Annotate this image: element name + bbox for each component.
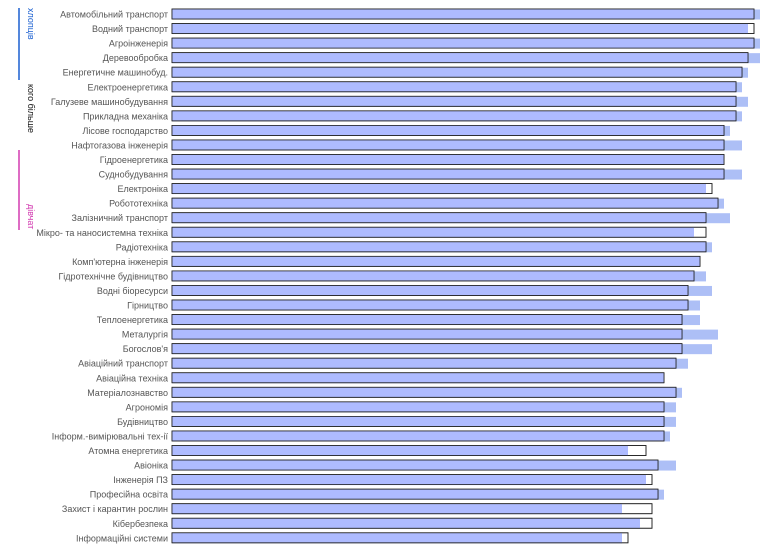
category-label: Лісове господарство [82, 125, 168, 136]
girls-label: дівчат [26, 204, 36, 230]
category-label: Прикладна механіка [82, 111, 168, 122]
bar-primary [172, 271, 694, 281]
bar-primary [172, 9, 754, 19]
bar-primary [172, 431, 664, 441]
category-label: Радіотехніка [115, 242, 168, 253]
bar-primary [172, 358, 676, 368]
category-label: Авіаційна техніка [96, 373, 168, 384]
category-label: Атомна енергетика [88, 446, 168, 456]
bar-primary [172, 242, 706, 252]
bar-primary [172, 475, 646, 485]
bar-primary [172, 125, 724, 135]
bar-primary [172, 227, 694, 237]
bar-primary [172, 96, 736, 106]
bar-primary [172, 446, 628, 456]
category-label: Захист і карантин рослин [61, 504, 168, 515]
category-label: Залізничний транспорт [71, 213, 168, 224]
side-legend [19, 8, 36, 230]
category-label: Інженерія ПЗ [113, 475, 168, 486]
bar-primary [172, 67, 742, 77]
category-label: Енергетичне машинобуд. [62, 67, 168, 78]
bar-primary [172, 169, 724, 179]
bar-primary [172, 213, 706, 223]
bar-primary [172, 373, 664, 383]
bar-primary [172, 198, 718, 208]
bar-primary [172, 24, 748, 34]
bar-primary [172, 140, 724, 150]
bar-primary [172, 300, 688, 310]
category-label: Робототехніка [109, 198, 168, 209]
category-label: Комп'ютерна інженерія [72, 256, 168, 267]
boys-label: хлопців [26, 8, 36, 40]
bar-primary [172, 38, 754, 48]
bar-primary [172, 344, 682, 354]
bar-primary [172, 256, 700, 266]
category-label: Мікро- та наносистемна техніка [36, 227, 168, 238]
bar-primary [172, 155, 724, 165]
category-label: Електроенергетика [87, 82, 168, 93]
category-label: Будівництво [117, 416, 168, 427]
bar-primary [172, 111, 736, 121]
category-label: Професійна освіта [89, 489, 168, 500]
category-labels [36, 10, 168, 544]
category-label: Матеріалознавство [87, 387, 168, 398]
category-label: Водні біоресурси [96, 285, 168, 296]
category-label: Інформ.-вимірювальні тех-ії [51, 431, 168, 442]
category-label: Водний транспорт [92, 24, 168, 35]
bar-primary [172, 184, 706, 194]
category-label: Автомобільний транспорт [60, 9, 168, 20]
bar-primary [172, 416, 664, 426]
category-label: Галузеве машинобудування [50, 96, 168, 107]
category-label: Авіаційний транспорт [78, 358, 168, 369]
category-label: Суднобудування [98, 169, 168, 180]
category-label: Богослов'я [122, 344, 168, 355]
category-label: Теплоенергетика [96, 315, 168, 326]
bar-primary [172, 402, 664, 412]
category-label: Агрономія [125, 402, 168, 413]
category-label: Кібербезпека [112, 518, 168, 529]
category-label: Металургія [121, 329, 168, 340]
more-label: кого більше [26, 84, 36, 133]
category-label: Деревообробка [102, 53, 168, 64]
category-label: Нафтогазова інженерія [71, 140, 168, 151]
category-label: Гірництво [127, 300, 168, 311]
category-label: Авіоніка [134, 460, 168, 471]
bar-primary [172, 533, 622, 543]
bar-primary [172, 329, 682, 339]
bar-primary [172, 489, 658, 499]
category-label: Інформаційні системи [76, 533, 168, 544]
bar-primary [172, 315, 682, 325]
category-label: Електроніка [117, 184, 168, 195]
bar-primary [172, 82, 736, 92]
bar-primary [172, 460, 658, 470]
category-label: Гідроенергетика [99, 155, 168, 165]
bar-primary [172, 285, 688, 295]
bar-primary [172, 387, 676, 397]
bar-primary [172, 53, 748, 63]
category-label: Гідротехнічне будівництво [58, 271, 168, 282]
category-label: Агроінженерія [108, 38, 168, 49]
bar-primary [172, 504, 622, 514]
bar-primary [172, 518, 640, 528]
